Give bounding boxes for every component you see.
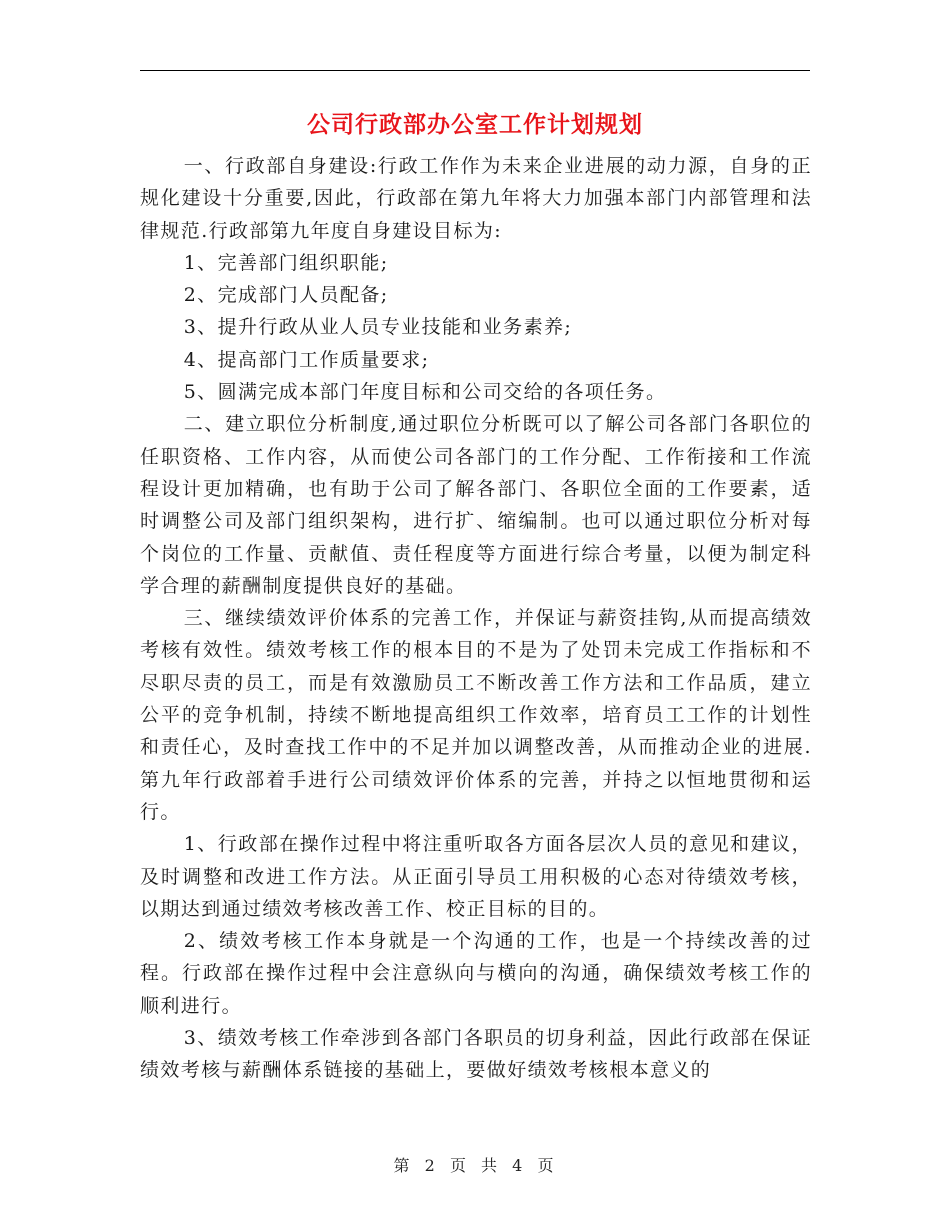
paragraph-point-3: 3、绩效考核工作牵涉到各部门各职员的切身利益，因此行政部在保证绩效考核与薪酬体系链接的基础上，要做好绩效考核根本意义的 <box>140 1027 812 1082</box>
footer-total-word: 共 <box>481 1156 501 1175</box>
paragraph-section-3: 三、继续绩效评价体系的完善工作，并保证与薪资挂钩,从而提高绩效考核有效性。绩效考核工作的根本目的不是为了处罚未完成工作指标和不尽职尽责的员工，而是有效激励员工不断改善工作方法和工作品质，建立公平的竞争机制，持续不断地提高组织工作效率，培育员工工作的计划性和责任心，及时查找工作中的不足并加以调整改善，从而推动企业的进展.第九年行政部着手进行公司绩效评价体系的完善，并持之以恒地贯彻和运行。 <box>140 607 812 823</box>
paragraph-section-2: 二、建立职位分析制度,通过职位分析既可以了解公司各部门各职位的任职资格、工作内容，从而使公司各部门的工作分配、工作衔接和工作流程设计更加精确，也有助于公司了解各部门、各职位全面的工作要素，适时调整公司及部门组织架构，进行扩、缩编制。也可以通过职位分析对每个岗位的工作量、贡献值、责任程度等方面进行综合考量，以便为制定科学合理的薪酬制度提供良好的基础。 <box>140 413 812 597</box>
footer-page-word: 页 <box>449 1156 469 1175</box>
list-item-5: 5、圆满完成本部门年度目标和公司交给的各项任务。 <box>183 381 667 404</box>
paragraph-section-1: 一、行政部自身建设:行政工作作为未来企业进展的动力源，自身的正规化建设十分重要,因此，行政部在第九年将大力加强本部门内部管理和法律规范.行政部第九年度自身建设目标为: <box>140 155 812 242</box>
document-body <box>140 150 812 1087</box>
list-item-3: 3、提升行政从业人员专业技能和业务素养; <box>183 316 573 339</box>
footer-current-page: 2 <box>424 1156 438 1175</box>
page-footer <box>0 1153 950 1176</box>
footer-suffix: 页 <box>537 1156 557 1175</box>
paragraph-point-1: 1、行政部在操作过程中将注重听取各方面各层次人员的意见和建议，及时调整和改进工作方法。从正面引导员工用积极的心态对待绩效考核，以期达到通过绩效考核改善工作、校正目标的目的。 <box>140 833 812 920</box>
document-title: 公司行政部办公室工作计划规划 <box>307 111 643 138</box>
list-item-2: 2、完成部门人员配备; <box>183 284 389 307</box>
paragraph-point-2: 2、绩效考核工作本身就是一个沟通的工作，也是一个持续改善的过程。行政部在操作过程中会注意纵向与横向的沟通，确保绩效考核工作的顺利进行。 <box>140 930 812 1017</box>
footer-prefix: 第 <box>393 1156 413 1175</box>
footer-total-pages: 4 <box>512 1156 526 1175</box>
list-item-1: 1、完善部门组织职能; <box>183 251 389 274</box>
header-rule <box>140 70 810 71</box>
list-item-4: 4、提高部门工作质量要求; <box>183 348 430 371</box>
